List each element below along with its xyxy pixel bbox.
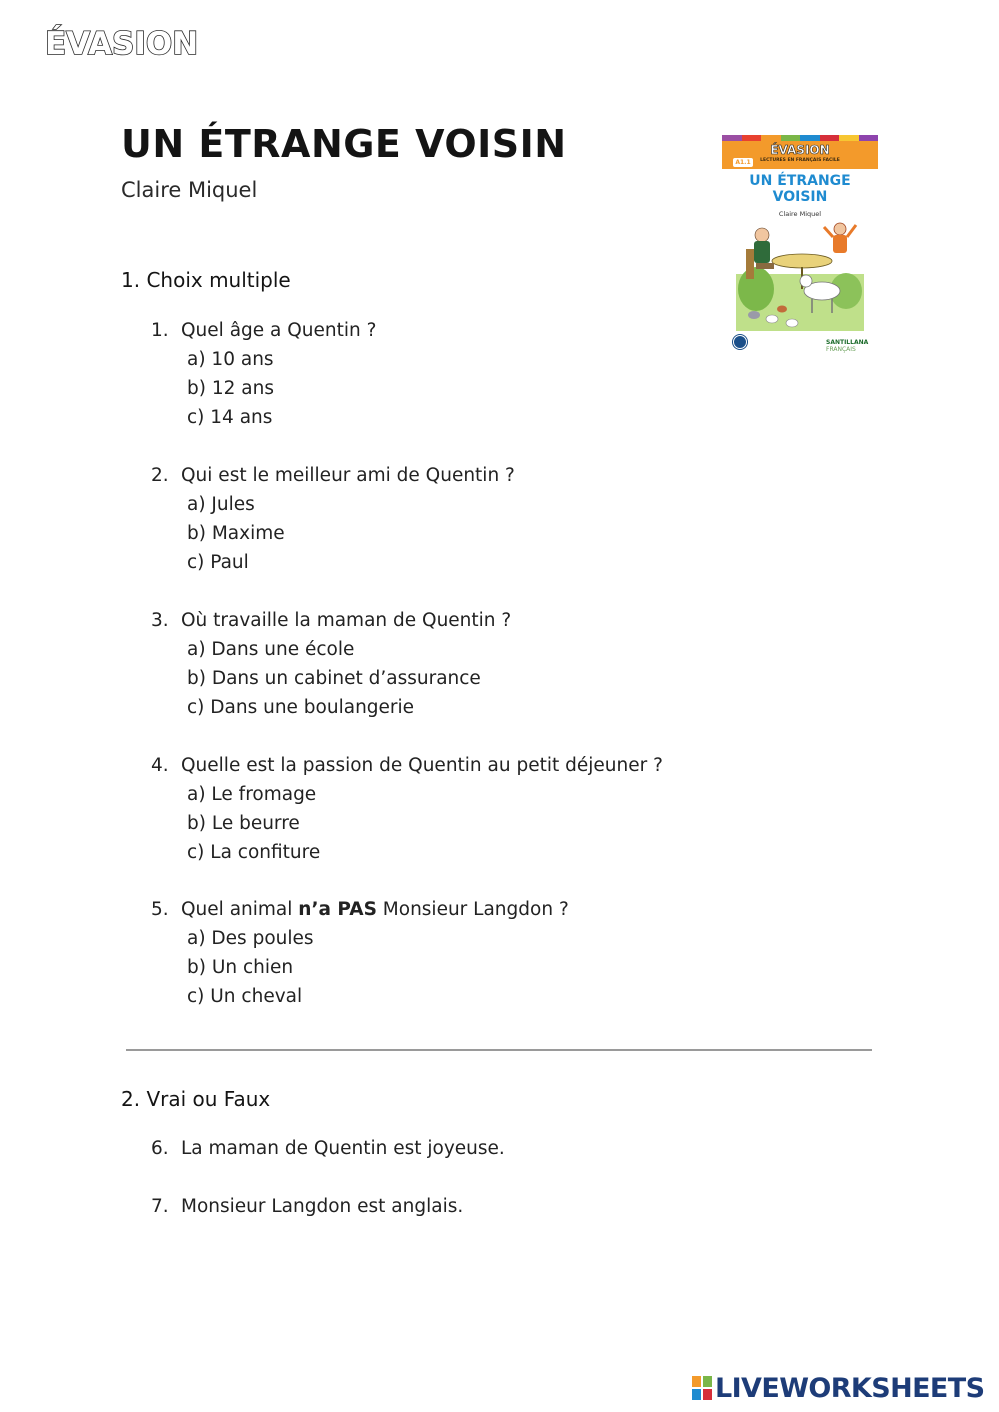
question-number: 2. [151, 465, 169, 486]
page-title: UN ÉTRANGE VOISIN [121, 122, 567, 166]
question-text-emphasis: n’a PAS [298, 899, 377, 920]
cover-author: Claire Miquel [778, 210, 822, 218]
question [151, 320, 376, 341]
cover-publisher-name: SANTILLANA [826, 339, 869, 346]
man-body [754, 241, 770, 263]
duck [766, 315, 778, 323]
answer-option[interactable]: b) Maxime [187, 523, 285, 544]
cover-publisher-sub: FRANÇAIS [826, 346, 856, 353]
man-head [755, 228, 769, 242]
answer-option[interactable]: a) Des poules [187, 928, 314, 949]
liveworksheets-watermark [691, 1373, 984, 1403]
man-legs [756, 263, 774, 269]
answer-option[interactable]: b) Dans un cabinet d’assurance [187, 668, 481, 689]
answer-option[interactable]: b) 12 ans [187, 378, 274, 399]
question-text: Qui est le meilleur ami de Quentin ? [181, 465, 515, 486]
logo-square [702, 1388, 713, 1401]
cover-level-badge: A1.1 [733, 158, 753, 167]
true-false-statement[interactable] [151, 1196, 463, 1217]
cover-badge-icon [733, 335, 747, 349]
question-text-part: Quel animal [181, 899, 299, 920]
question-number: 6. [151, 1138, 169, 1159]
bush-left [738, 267, 774, 311]
hen [748, 311, 760, 319]
cover-logo: ÉVASION [770, 143, 830, 157]
question [151, 899, 569, 920]
cover-illustration [736, 219, 864, 331]
liveworksheets-wordmark: LIVEWORKSHEETS [715, 1372, 985, 1404]
question-text: Où travaille la maman de Quentin ? [181, 610, 512, 631]
cover-publisher [826, 339, 868, 353]
duck [786, 319, 798, 327]
question-text: Quel âge a Quentin ? [181, 320, 377, 341]
section-title-choix-multiple: 1. Choix multiple [121, 268, 291, 292]
statement-text: Monsieur Langdon est anglais. [181, 1196, 464, 1217]
liveworksheets-logo-icon [691, 1375, 713, 1401]
answer-option[interactable]: c) Dans une boulangerie [187, 697, 415, 718]
boy-head [834, 223, 846, 235]
cover-title-line: UN ÉTRANGE [749, 173, 851, 189]
logo-square [691, 1388, 702, 1401]
book-cover-image [722, 135, 878, 357]
answer-option[interactable]: c) 14 ans [187, 407, 273, 428]
table-top [772, 254, 832, 268]
question [151, 755, 663, 776]
hen [777, 306, 787, 313]
boy-arm [824, 227, 833, 237]
logo-square [702, 1375, 713, 1388]
chair [746, 249, 754, 279]
question-number: 4. [151, 755, 169, 776]
answer-option[interactable]: a) Le fromage [187, 784, 317, 805]
answer-option[interactable]: a) Jules [187, 494, 255, 515]
question-text: Quelle est la passion de Quentin au petit déjeuner ? [181, 755, 663, 776]
goat-head [800, 275, 812, 287]
answer-option[interactable]: a) Dans une école [187, 639, 355, 660]
answer-option[interactable]: c) Un cheval [187, 986, 303, 1007]
evasion-logo: ÉVASION [45, 26, 199, 62]
cover-title-line: VOISIN [772, 189, 828, 205]
question-number: 5. [151, 899, 169, 920]
logo-square [691, 1375, 702, 1388]
answer-option[interactable]: b) Un chien [187, 957, 294, 978]
cover-title [722, 173, 878, 205]
section-title-vrai-ou-faux: 2. Vrai ou Faux [121, 1087, 271, 1111]
question-number: 3. [151, 610, 169, 631]
question [151, 465, 515, 486]
section-divider [126, 1049, 872, 1051]
question-number: 1. [151, 320, 169, 341]
question-text-part: Monsieur Langdon ? [376, 899, 569, 920]
true-false-statement[interactable] [151, 1138, 505, 1159]
answer-option[interactable]: a) 10 ans [187, 349, 274, 370]
answer-option[interactable]: b) Le beurre [187, 813, 300, 834]
question-number: 7. [151, 1196, 169, 1217]
answer-option[interactable]: c) Paul [187, 552, 249, 573]
question [151, 610, 511, 631]
boy-arm [847, 225, 856, 237]
boy-body [833, 235, 847, 253]
author-name: Claire Miquel [121, 178, 258, 202]
statement-text: La maman de Quentin est joyeuse. [181, 1138, 505, 1159]
cover-series-subtitle: LECTURES EN FRANÇAIS FACILE [760, 158, 840, 163]
answer-option[interactable]: c) La confiture [187, 842, 321, 863]
